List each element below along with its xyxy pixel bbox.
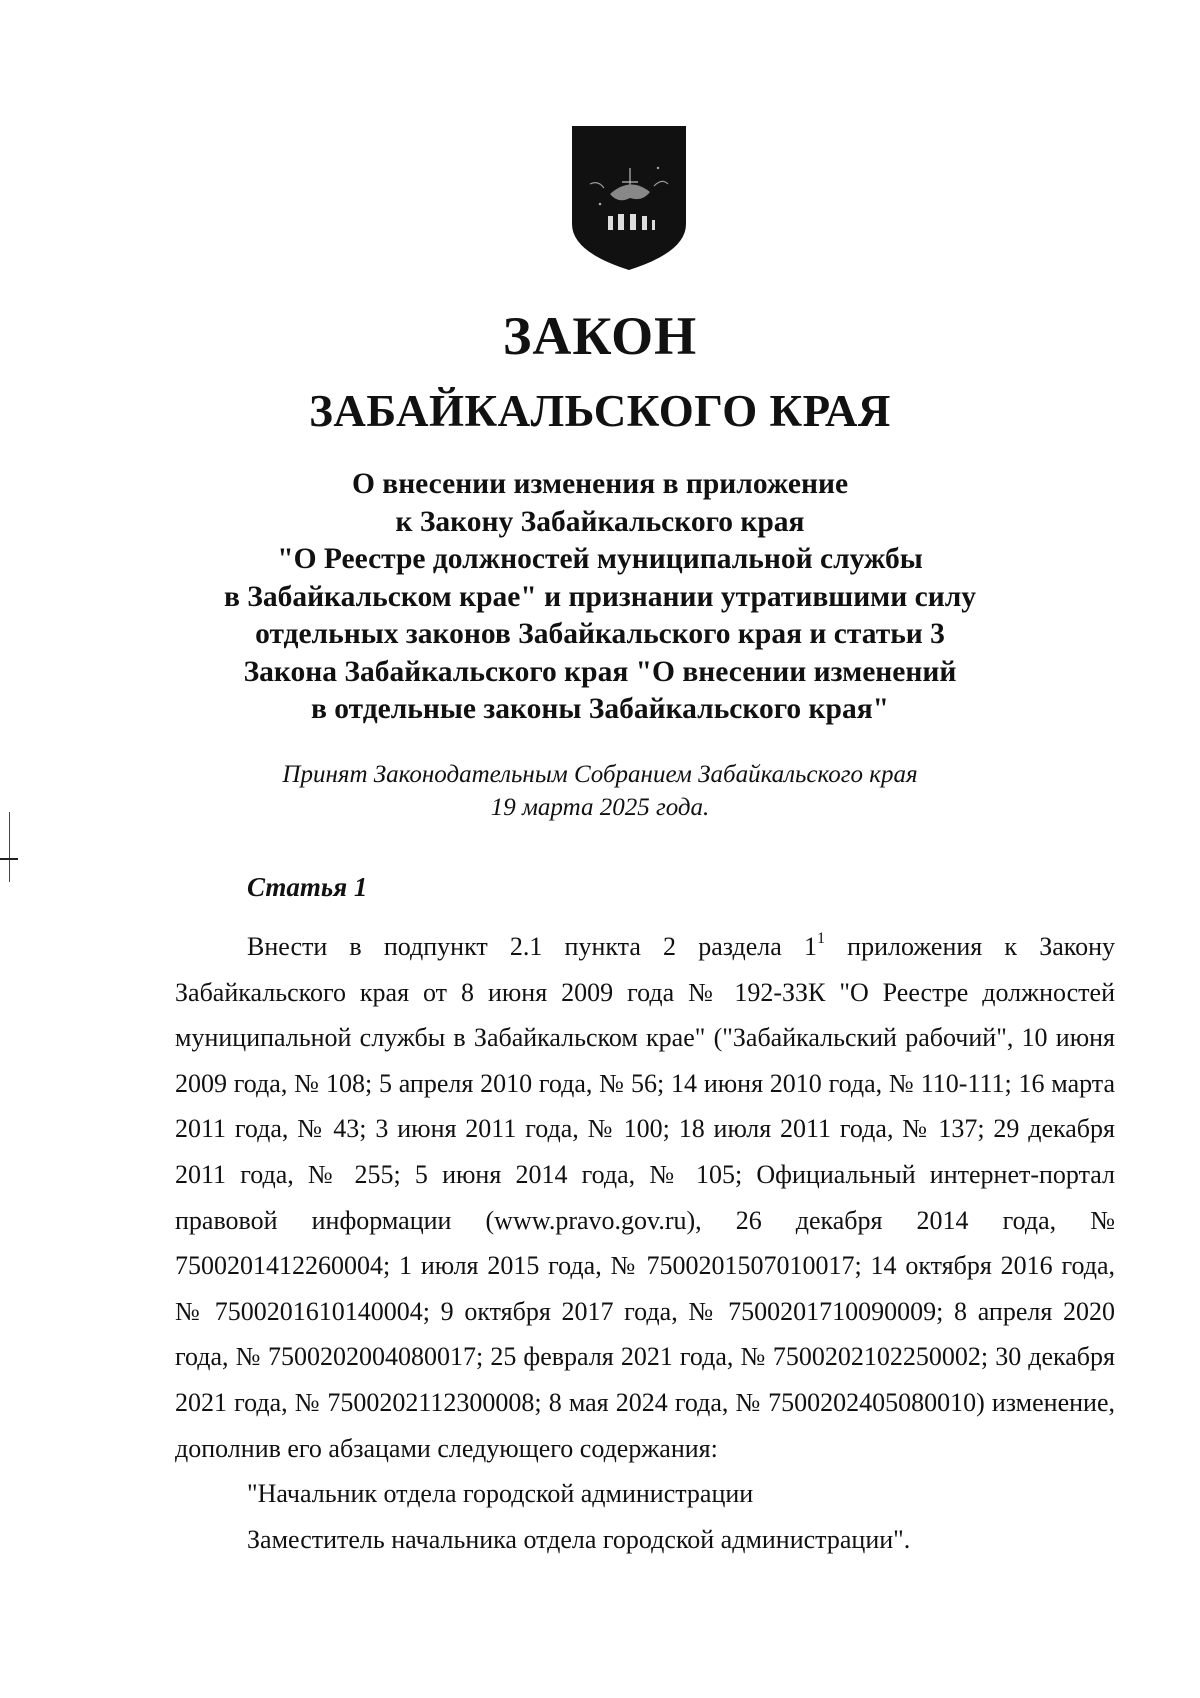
paragraph-start: Внести в подпункт 2.1 пункта 2 раздела 1 [247, 932, 817, 961]
subject-line: в отдельные законы Забайкальского края" [310, 693, 890, 725]
article-body [175, 924, 1115, 1562]
subject-line: отдельных законов Забайкальского края и статьи 3 [255, 618, 945, 650]
coat-of-arms-icon [570, 124, 688, 272]
subject-line: к Закону Забайкальского края [395, 505, 805, 538]
subject-line: О внесении изменения в приложение [351, 468, 849, 500]
adoption-date: 19 марта 2025 года. [490, 794, 710, 821]
scan-margin-tick [0, 858, 18, 860]
region-title: ЗАБАЙКАЛЬСКОГО КРАЯ [309, 386, 891, 436]
article-paragraph [175, 924, 1115, 1471]
subject-line: Закона Забайкальского края "О внесении изменений [243, 655, 957, 688]
law-subject [0, 466, 1200, 729]
paragraph-rest: приложения к Закону Забайкальского края от 8 июня 2009 года № 192-ЗЗК "О Реестре должностей муниципальной службы в Забайкальском крае" ("Забайкальский рабочий", 10 июня 2009 года, № 108; 5 апреля 2010 года, № 56; 14 июня 2010 года, № 110-111; 16 марта 2011 года, № 43; 3 июня 2011 года, № 100; 18 июля 2011 года, № 137; 29 декабря 2011 года, № 255; 5 июня 2014 года, № 105; Официальный интернет-портал правовой информации (www.pravo.gov.ru), 26 декабря 2014 года, № 7500201412260004; 1 июля 2015 года, № 7500201507010017; 14 октября 2016 года, № 7500201610140004; 9 октября 2017 года, № 7500201710090009; 8 апреля 2020 года, № 7500202004080017; 25 февраля 2021 года, № 7500202102250002; 30 декабря 2021 года, № 7500202112300008; 8 мая 2024 года, № 7500202405080010) изменение, дополнив его абзацами следующего содержания: [175, 932, 1116, 1463]
subject-line: в Забайкальском крае" и признании утратившими силу [223, 580, 977, 613]
article-heading: Статья 1 [247, 872, 368, 902]
section-superscript: 1 [817, 930, 825, 947]
adoption-body: Принят Законодательным Собранием Забайкальского края [282, 761, 918, 788]
quoted-position: Заместитель начальника отдела городской администрации". [247, 1524, 911, 1554]
subject-line: "О Реестре должностей муниципальной службы [277, 543, 923, 575]
quoted-position: "Начальник отдела городской администрации [247, 1479, 754, 1509]
law-title: ЗАКОН [502, 306, 698, 366]
adoption-note [0, 758, 1200, 824]
